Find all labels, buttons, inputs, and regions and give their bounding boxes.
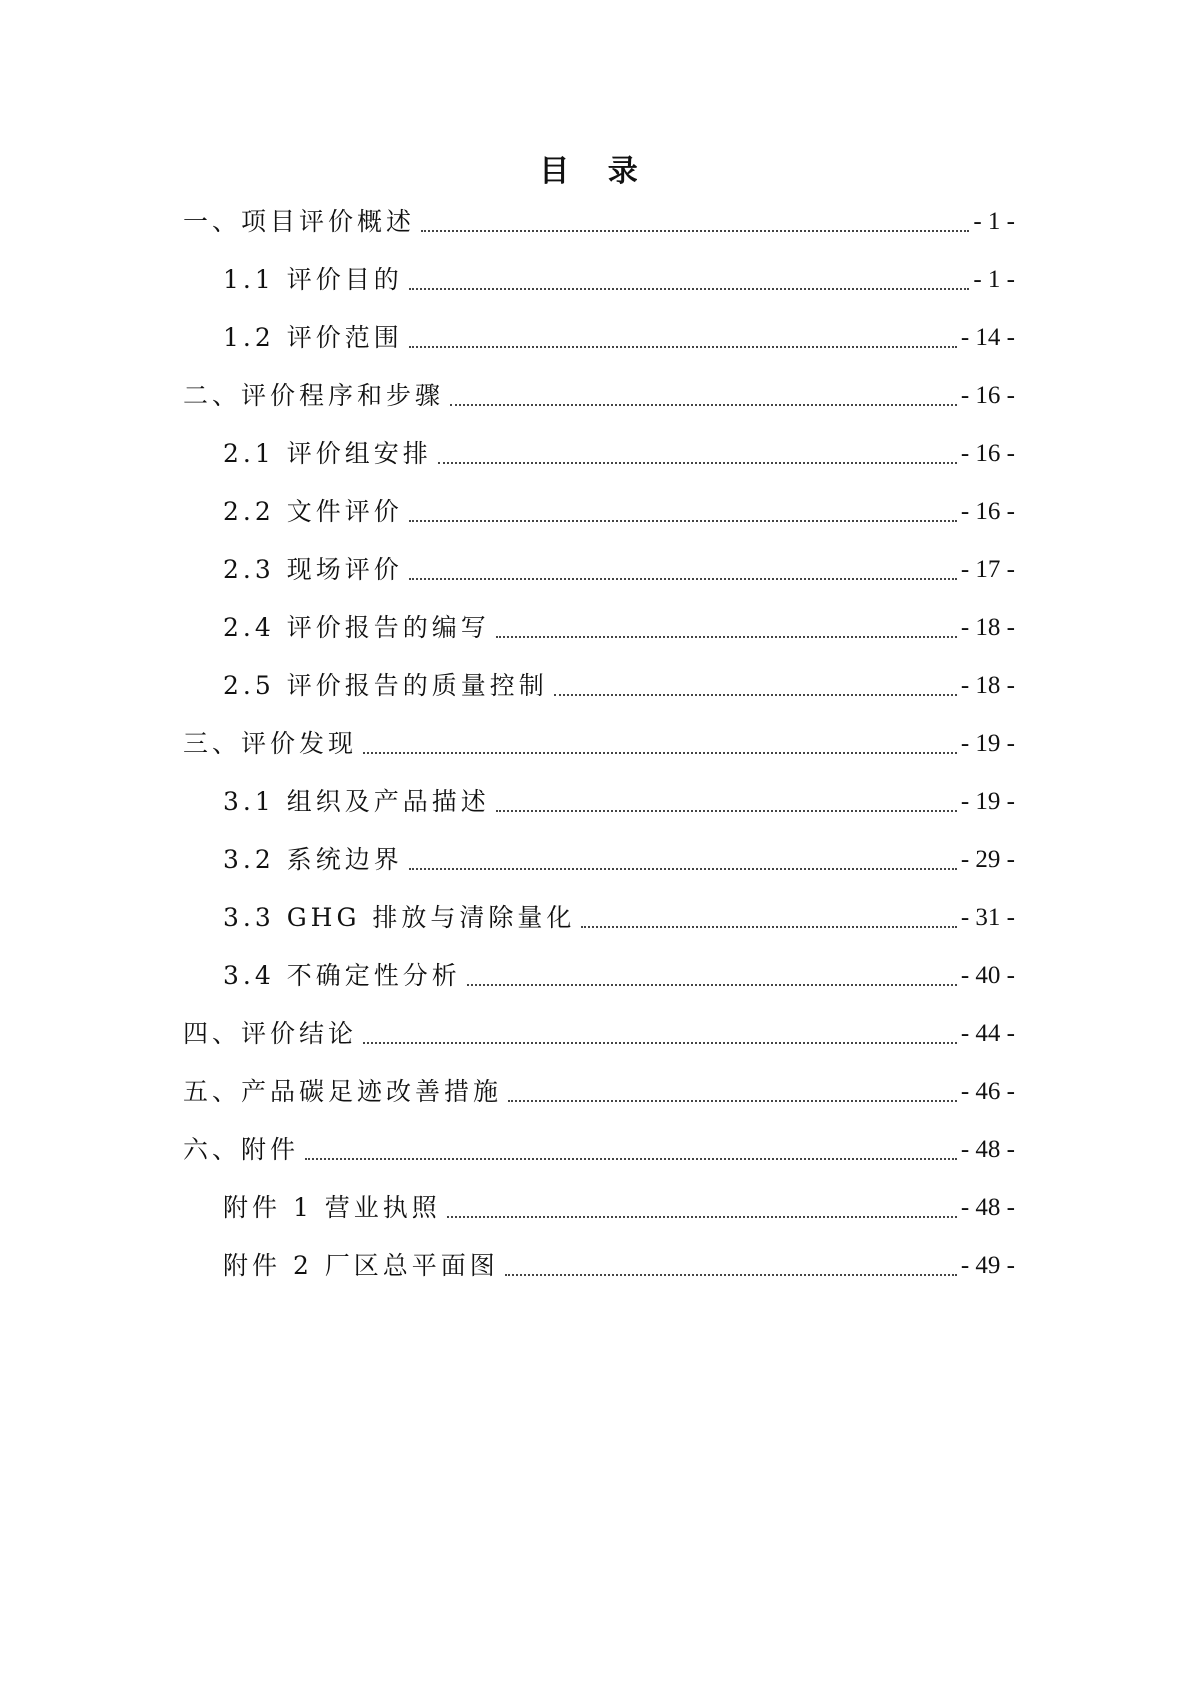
toc-entry-label: 2.1 评价组安排 <box>223 439 432 468</box>
dot-leader <box>409 288 970 290</box>
toc-entry-label: 五、产品碳足迹改善措施 <box>183 1077 503 1106</box>
toc-entry-page: - 29 - <box>960 846 1015 873</box>
toc-entry[interactable] <box>183 376 1015 416</box>
dot-leader <box>447 1216 957 1218</box>
dot-leader <box>508 1100 957 1102</box>
toc-entry-label: 3.1 组织及产品描述 <box>223 787 490 816</box>
toc-entry-label: 2.3 现场评价 <box>223 555 403 584</box>
toc-entry[interactable] <box>223 782 1015 822</box>
toc-entry-page: - 40 - <box>960 962 1015 989</box>
dot-leader <box>554 694 957 696</box>
toc-entry-label: 三、评价发现 <box>183 729 358 758</box>
dot-leader <box>305 1158 957 1160</box>
toc-entry-page: - 16 - <box>960 440 1015 467</box>
toc-entry[interactable] <box>223 840 1015 880</box>
toc-entry[interactable] <box>223 550 1015 590</box>
toc-entry[interactable] <box>223 898 1015 938</box>
toc-entry-page: - 49 - <box>960 1252 1015 1279</box>
dot-leader <box>363 752 957 754</box>
toc-entry[interactable] <box>223 492 1015 532</box>
toc-entry-label: 附件 1 营业执照 <box>223 1193 441 1222</box>
toc-entry-page: - 1 - <box>973 208 1015 235</box>
dot-leader <box>438 462 957 464</box>
dot-leader <box>467 984 957 986</box>
dot-leader <box>363 1042 957 1044</box>
toc-entry[interactable] <box>223 608 1015 648</box>
toc-entry-label: 1.1 评价目的 <box>223 265 403 294</box>
toc-entry[interactable] <box>223 666 1015 706</box>
dot-leader <box>496 810 957 812</box>
toc-entry-page: - 48 - <box>960 1194 1015 1221</box>
toc-entry-label: 附件 2 厂区总平面图 <box>223 1251 499 1280</box>
dot-leader <box>421 230 969 232</box>
toc-entry-page: - 18 - <box>960 672 1015 699</box>
toc-entry-page: - 18 - <box>960 614 1015 641</box>
toc-entry[interactable] <box>223 260 1015 300</box>
dot-leader <box>581 926 956 928</box>
toc-entry[interactable] <box>223 1246 1015 1286</box>
dot-leader <box>409 578 957 580</box>
toc-entry-label: 六、附件 <box>183 1135 300 1164</box>
toc-entry-page: - 31 - <box>960 904 1015 931</box>
toc-entry-label: 四、评价结论 <box>183 1019 358 1048</box>
dot-leader <box>505 1274 957 1276</box>
dot-leader <box>496 636 957 638</box>
toc-entry-page: - 48 - <box>960 1136 1015 1163</box>
toc-entry-page: - 19 - <box>960 788 1015 815</box>
toc-entry[interactable] <box>223 1188 1015 1228</box>
toc-title: 目 录 <box>539 154 652 189</box>
toc-entry-page: - 19 - <box>960 730 1015 757</box>
toc-entry-label: 一、项目评价概述 <box>183 207 416 236</box>
toc-entry[interactable] <box>223 434 1015 474</box>
toc-entry[interactable] <box>183 724 1015 764</box>
dot-leader <box>450 404 957 406</box>
toc-entry-label: 3.3 GHG 排放与清除量化 <box>223 903 576 932</box>
toc-entry-page: - 16 - <box>960 382 1015 409</box>
toc-entry-page: - 17 - <box>960 556 1015 583</box>
toc-entry-page: - 44 - <box>960 1020 1015 1047</box>
toc-entry[interactable] <box>223 318 1015 358</box>
toc-entry-page: - 46 - <box>960 1078 1015 1105</box>
dot-leader <box>409 520 957 522</box>
toc-entry[interactable] <box>223 956 1015 996</box>
toc-entry-label: 1.2 评价范围 <box>223 323 403 352</box>
toc-entry[interactable] <box>183 1014 1015 1054</box>
toc-entry-page: - 14 - <box>960 324 1015 351</box>
toc-entry-label: 3.2 系统边界 <box>223 845 403 874</box>
toc-entry[interactable] <box>183 1130 1015 1170</box>
toc-entry-label: 2.5 评价报告的质量控制 <box>223 671 548 700</box>
toc-entry-page: - 1 - <box>973 266 1015 293</box>
toc-entry-label: 3.4 不确定性分析 <box>223 961 461 990</box>
toc-entry[interactable] <box>183 1072 1015 1112</box>
toc-entry-label: 2.4 评价报告的编写 <box>223 613 490 642</box>
toc-entry-label: 二、评价程序和步骤 <box>183 381 445 410</box>
toc-entry[interactable] <box>183 202 1015 242</box>
dot-leader <box>409 868 957 870</box>
toc-entry-page: - 16 - <box>960 498 1015 525</box>
toc-entry-label: 2.2 文件评价 <box>223 497 403 526</box>
dot-leader <box>409 346 957 348</box>
